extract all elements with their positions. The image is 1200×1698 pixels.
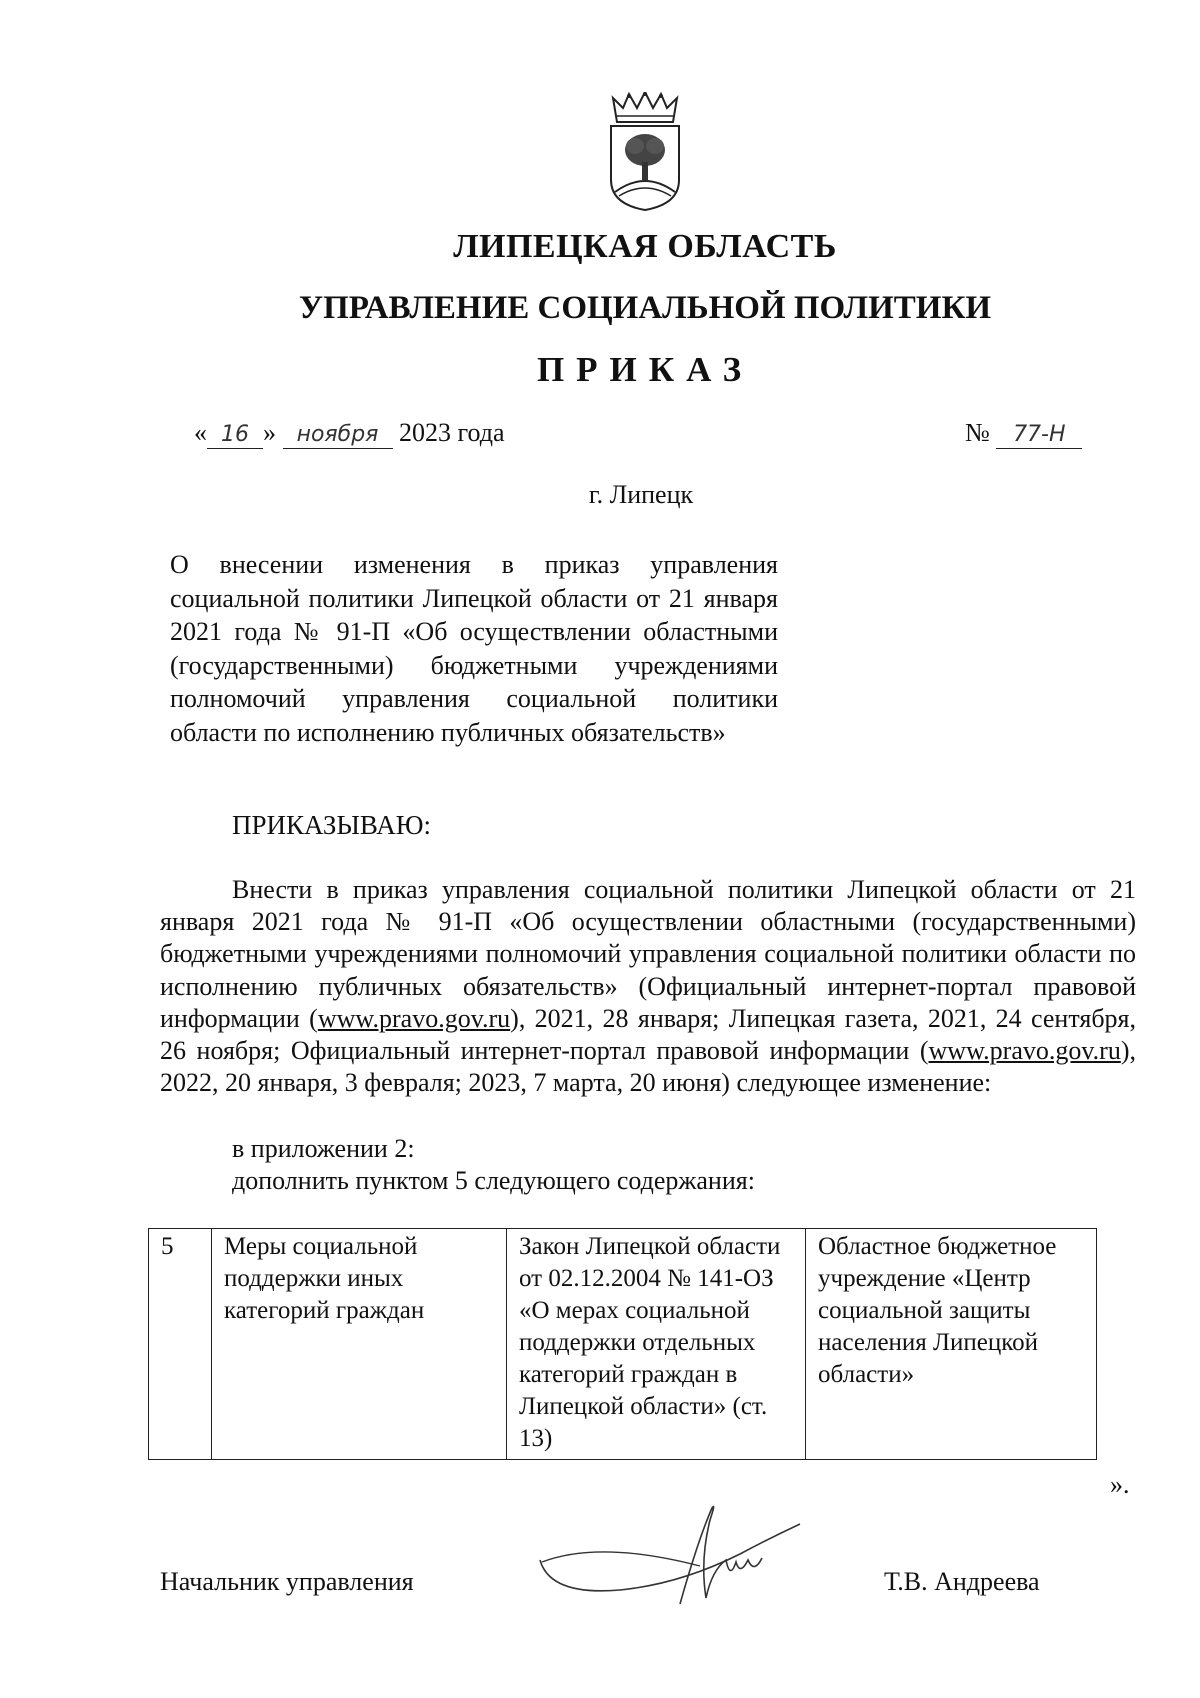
date-year: 2023 года <box>399 418 505 447</box>
body-line-appendix: в приложении 2: <box>232 1134 415 1163</box>
cell-law: Закон Липецкой области от 02.12.2004 № 141-ОЗ «О мерах социальной поддержки отдельных категорий граждан в Липецкой области» (ст. 13) <box>507 1229 806 1460</box>
body-text-part3: ), 2022, 20 января, 3 февраля; 2023, 7 марта, 20 июня) следующее изменение: <box>160 1036 1136 1098</box>
city: г. Липецк <box>588 480 694 509</box>
number-prefix: № <box>965 418 990 447</box>
document-type-title: ПРИКАЗ <box>536 350 754 389</box>
table-row <box>149 1229 1097 1460</box>
closing-quote: ». <box>1110 1470 1130 1499</box>
pravo-link-2[interactable]: www.pravo.gov.ru <box>928 1036 1121 1066</box>
number-value: 77-Н <box>996 422 1082 449</box>
signatory-role: Начальник управления <box>160 1567 414 1596</box>
order-directive: ПРИКАЗЫВАЮ: <box>232 810 431 840</box>
order-body <box>160 874 1136 1099</box>
appendix-table <box>148 1228 1097 1460</box>
date-day: 16 <box>207 422 263 449</box>
date-open-quote: « <box>194 418 207 447</box>
department-title: УПРАВЛЕНИЕ СОЦИАЛЬНОЙ ПОЛИТИКИ <box>298 290 992 326</box>
date-month: ноября <box>283 422 393 449</box>
region-title: ЛИПЕЦКАЯ ОБЛАСТЬ <box>453 228 837 265</box>
cell-number: 5 <box>149 1229 212 1460</box>
date-close-quote: » <box>263 418 276 447</box>
body-paragraph <box>160 874 1136 1099</box>
body-text-part2: ), 2021, 28 января; Липецкая газета, 2021, 24 сентября, 26 ноября; Официальный интернет-портал правовой информации ( <box>160 1003 1137 1066</box>
body-line-add-item: дополнить пунктом 5 следующего содержания: <box>232 1166 755 1195</box>
handwritten-signature <box>530 1500 830 1615</box>
pravo-link-1[interactable]: www.pravo.gov.ru <box>317 1003 511 1033</box>
signatory-name: Т.В. Андреева <box>884 1567 1040 1596</box>
order-number <box>965 418 1082 449</box>
body-text-part1: Внести в приказ управления социальной политики Липецкой области от 21 января 2021 года № 91-П «Об осуществлении областными (государственными) бюджетными учреждениями полномочий управления социальной политики области по исполнению публичных обязательств» (Официальный интернет-портал правовой информации ( <box>160 875 1136 1033</box>
cell-institution: Областное бюджетное учреждение «Центр социальной защиты населения Липецкой области» <box>806 1229 1097 1460</box>
order-date <box>194 418 505 449</box>
cell-measure: Меры социальной поддержки иных категорий граждан <box>212 1229 507 1460</box>
order-subject: О внесении изменения в приказ управления социальной политики Липецкой области от 21 января 2021 года № 91-П «Об осуществлении областными (государственными) бюджетными учреждениями полномочий управления социальной политики области по исполнению публичных обязательств» <box>170 550 778 747</box>
coat-of-arms-icon <box>603 92 687 212</box>
